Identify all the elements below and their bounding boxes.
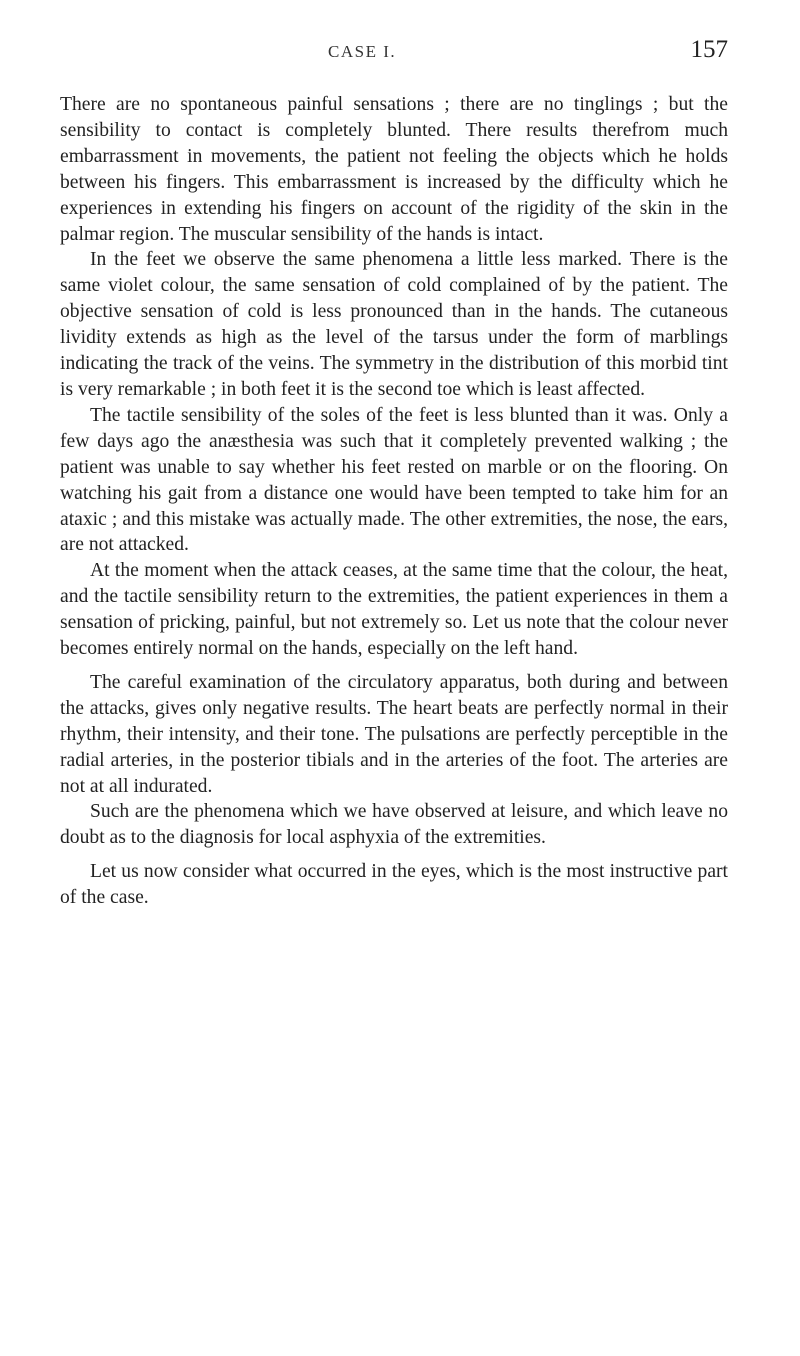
- page-header: [60, 36, 728, 76]
- paragraph-3: The tactile sensibility of the soles of the feet is less blunted than it was. Only a few days ago the anæsthesia was such that it completely prevented walking ; the patient was unable to say whether his feet rested on marble or on the flooring. On watching his gait from a distance one would have been tempted to take him for an ataxic ; and this mistake was actually made. The other extremities, the nose, the ears, are not attacked.: [60, 404, 728, 556]
- paragraph-5: The careful examination of the circulatory apparatus, both during and between the attacks, gives only negative results. The heart beats are perfectly normal in their rhythm, their intensity, and their tone. The pulsations are perfectly perceptible in the radial arteries, in the posterior tibials and in the arteries of the foot. The arteries are not at all indurated.: [60, 671, 728, 797]
- body-text: [60, 92, 728, 911]
- running-head: CASE I.: [328, 42, 397, 61]
- paragraph-1: There are no spontaneous painful sensations ; there are no tinglings ; but the sensibility to contact is completely blunted. There results therefrom much embarrassment in movements, the patient not feeling the objects which he holds between his fingers. This embarrassment is increased by the difficulty which he experiences in extending his fingers on account of the rigidity of the skin in the palmar region. The muscular sensibility of the hands is intact.: [60, 94, 728, 245]
- page-number: 157: [690, 36, 728, 63]
- paragraph-2: In the feet we observe the same phenomena a little less marked. There is the same violet colour, the same sensation of cold complained of by the patient. The objective sensation of cold is less pronounced than in the hands. The cutaneous lividity extends as high as the level of the tarsus under the form of marblings indicating the track of the veins. The symmetry in the distribution of this morbid tint is very remarkable ; in both feet it is the second toe which is least affected.: [60, 249, 728, 400]
- paragraph-4: At the moment when the attack ceases, at the same time that the colour, the heat, and the tactile sensibility return to the extremities, the patient experiences in them a sensation of pricking, painful, but not extremely so. Let us note that the colour never becomes entirely normal on the hands, especially on the left hand.: [60, 560, 728, 660]
- paragraph-7: Let us now consider what occurred in the eyes, which is the most instructive part of the case.: [60, 861, 728, 909]
- paragraph-6: Such are the phenomena which we have observed at leisure, and which leave no doubt as to the diagnosis for local asphyxia of the extremities.: [60, 801, 728, 849]
